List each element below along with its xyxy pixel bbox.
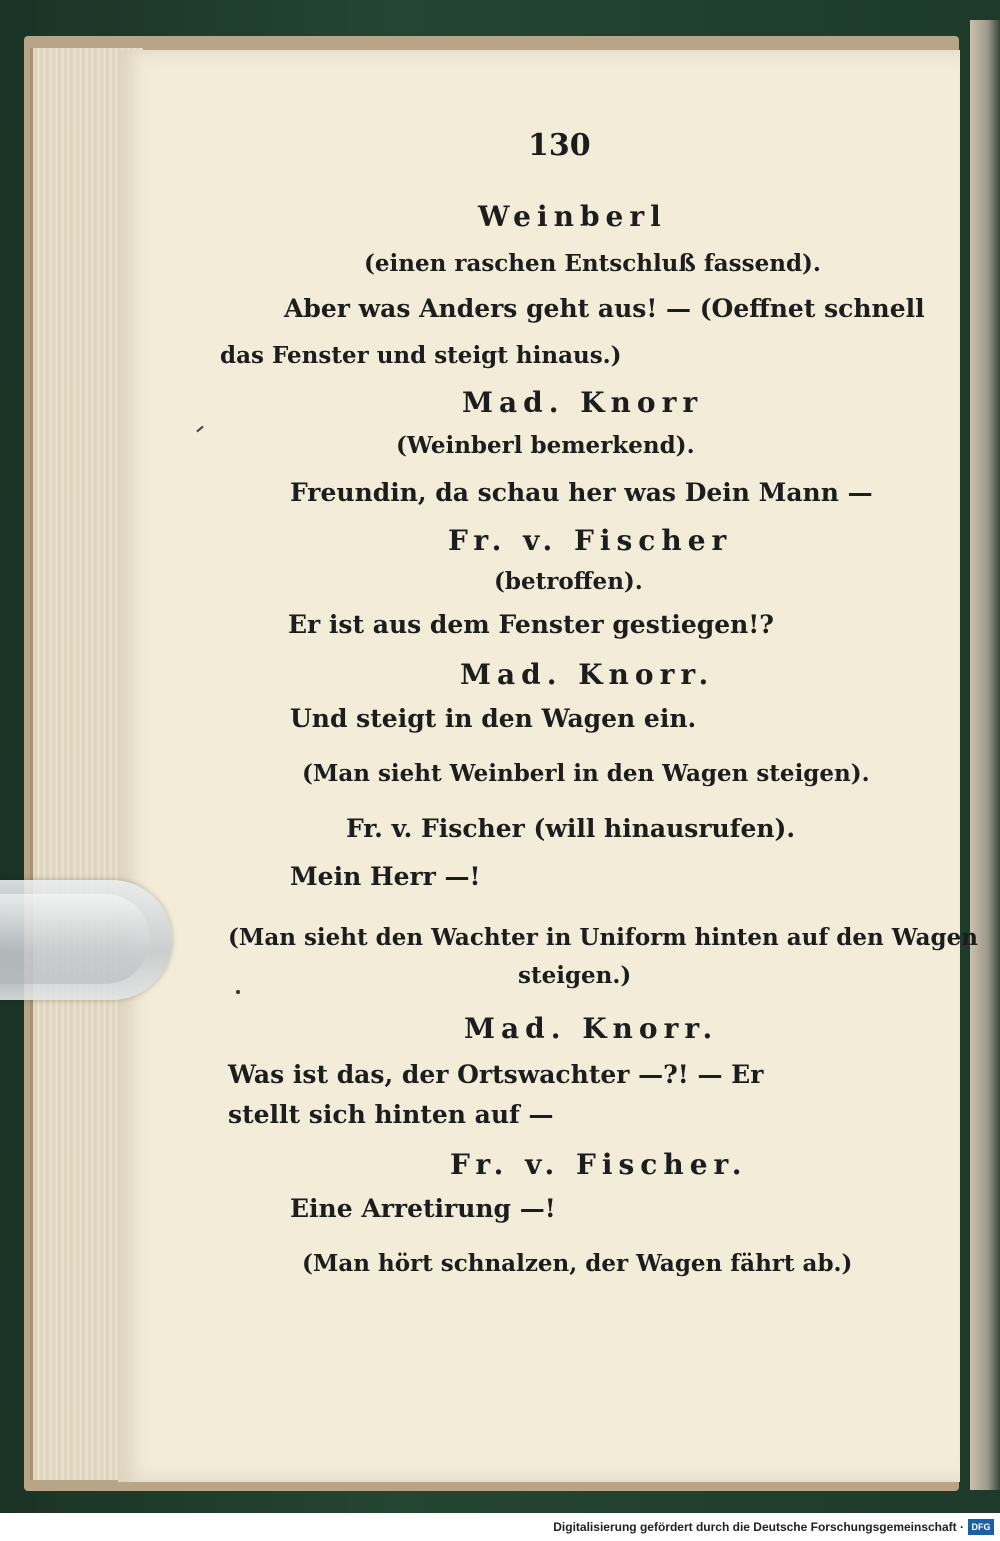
dialogue-line: Mein Herr —! (290, 862, 481, 891)
stage-direction: (betroffen). (494, 568, 643, 595)
dialogue-line: das Fenster und steigt hinaus.) (220, 342, 622, 369)
speaker-mad-knorr: Mad. Knorr. (460, 658, 715, 691)
speaker-fr-v-fischer: Fr. v. Fischer (448, 524, 733, 557)
dialogue-line: Eine Arretirung —! (290, 1194, 556, 1223)
funding-credit: Digitalisierung gefördert durch die Deutsche Forschungsgemeinschaft · (553, 1520, 964, 1534)
page-clip-highlight (0, 894, 150, 984)
dialogue-line: Und steigt in den Wagen ein. (290, 704, 697, 733)
stage-direction: (Weinberl bemerkend). (396, 432, 695, 459)
ink-dot (236, 990, 240, 994)
speaker-fr-v-fischer: Fr. v. Fischer (will hinausrufen). (346, 814, 796, 843)
dialogue-line: stellt sich hinten auf — (228, 1100, 554, 1129)
stage-direction: steigen.) (518, 962, 632, 989)
dialogue-line: Aber was Anders geht aus! — (Oeffnet schnell (284, 294, 925, 323)
dialogue-line: Er ist aus dem Fenster gestiegen!? (288, 610, 774, 639)
stage-direction: (Man hört schnalzen, der Wagen fährt ab.) (302, 1250, 853, 1277)
stage-direction: (Man sieht den Wachter in Uniform hinten auf den Wagen (228, 924, 978, 951)
speaker-mad-knorr: Mad. Knorr. (464, 1012, 719, 1045)
speaker-weinberl: Weinberl (478, 200, 667, 233)
dialogue-line: Was ist das, der Ortswachter —?! — Er (228, 1060, 764, 1089)
adjacent-page-edge (970, 20, 1000, 1490)
stage-direction: (einen raschen Entschluß fassend). (364, 250, 821, 277)
speaker-mad-knorr: Mad. Knorr (462, 386, 704, 419)
page-number: 130 (528, 128, 591, 163)
stage-direction: (Man sieht Weinberl in den Wagen steigen). (302, 760, 870, 787)
speaker-fr-v-fischer: Fr. v. Fischer. (450, 1148, 748, 1181)
dfg-logo-icon: DFG (968, 1519, 994, 1535)
dialogue-line: Freundin, da schau her was Dein Mann — (290, 478, 873, 507)
